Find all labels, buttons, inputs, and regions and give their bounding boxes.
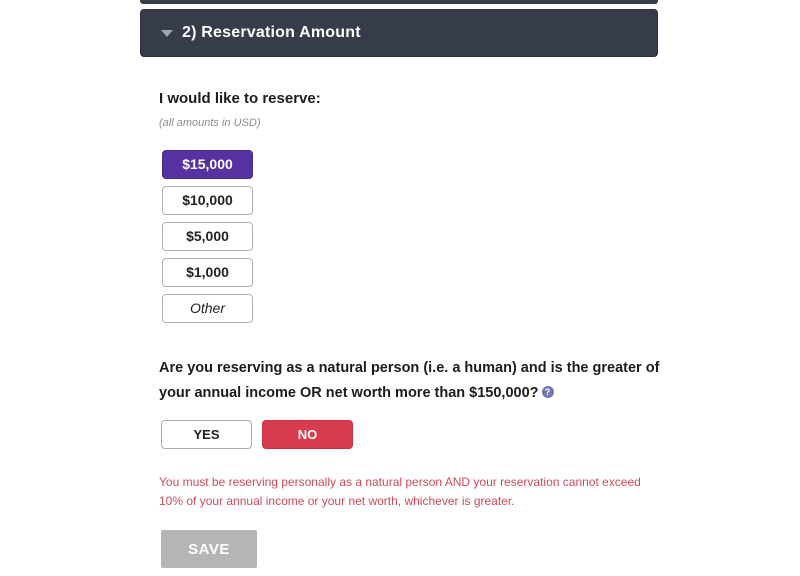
reserve-amount-label: I would like to reserve:: [159, 90, 321, 107]
natural-person-question: [159, 356, 671, 406]
no-button[interactable]: NO: [262, 420, 353, 449]
question-mark-circle-icon[interactable]: ?: [542, 386, 554, 398]
yes-button[interactable]: YES: [161, 420, 252, 449]
amount-option-10000[interactable]: $10,000: [162, 186, 253, 215]
amount-option-other[interactable]: Other: [162, 294, 253, 323]
amount-option-1000[interactable]: $1,000: [162, 258, 253, 287]
amount-option-15000[interactable]: $15,000: [162, 150, 253, 179]
currency-note: (all amounts in USD): [159, 117, 261, 129]
chevron-down-icon: [161, 30, 173, 37]
save-button[interactable]: SAVE: [161, 530, 257, 568]
validation-warning-text: You must be reserving personally as a natural person AND your reservation cannot exceed 10% of your annual income or your net worth, whichever is greater.: [159, 475, 641, 508]
question-text: Are you reserving as a natural person (i.e. a human) and is the greater of your annual income OR net worth more than $150,000?: [159, 360, 660, 401]
section-title: 2) Reservation Amount: [182, 24, 361, 41]
amount-option-5000[interactable]: $5,000: [162, 222, 253, 251]
previous-section-header-edge: [140, 0, 658, 4]
section-header-reservation-amount[interactable]: [140, 9, 658, 57]
